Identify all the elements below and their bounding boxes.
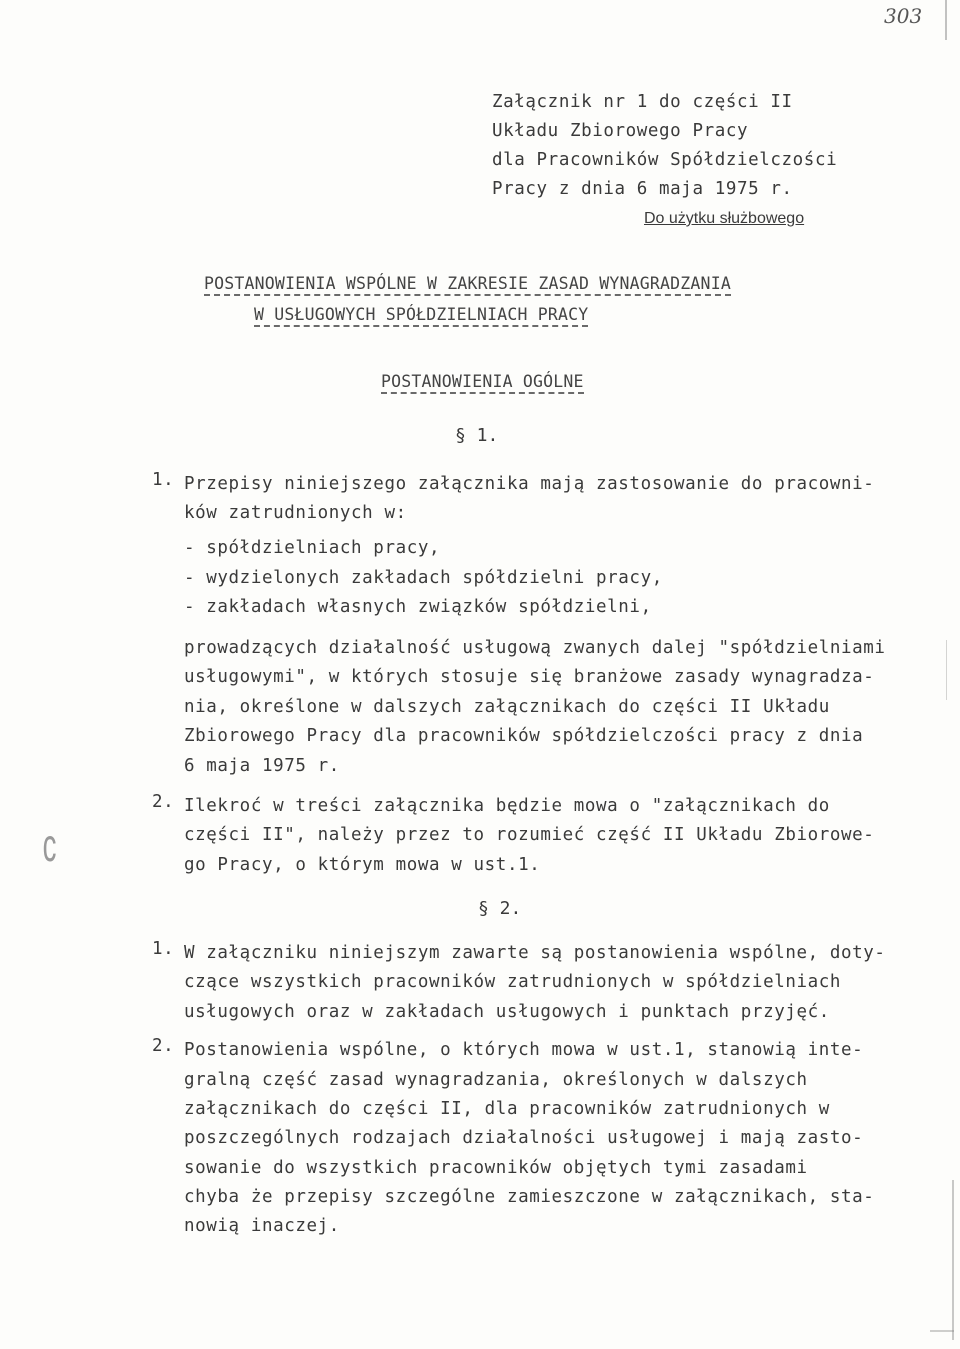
scan-edge-mark xyxy=(930,1330,954,1332)
scan-edge-mark xyxy=(946,640,947,700)
paragraph-number: 1. xyxy=(152,470,175,490)
paragraph-line: nia, określone w dalszych załącznikach do części II Układu xyxy=(184,697,830,717)
paragraph-line: usługowymi", w których stosuje się branżowe zasady wynagradza- xyxy=(184,667,875,687)
scan-edge-mark xyxy=(952,1180,954,1340)
annex-header-line: Załącznik nr 1 do części II xyxy=(492,92,793,112)
paragraph-line: chyba że przepisy szczególne zamieszczone w załącznikach, sta- xyxy=(184,1187,875,1207)
paragraph-line: czące wszystkich pracowników zatrudnionych w spółdzielniach xyxy=(184,972,842,992)
paragraph-line: Ilekroć w treści załącznika będzie mowa o "załącznikach do xyxy=(184,796,830,816)
annex-header-line: dla Pracowników Spółdzielczości xyxy=(492,150,838,170)
paragraph-line: prowadzących działalność usługową zwanych dalej "spółdzielniami xyxy=(184,638,886,658)
page-number: 303 xyxy=(884,4,923,28)
paragraph-line: gralną część zasad wynagradzania, określonych w dalszych xyxy=(184,1070,808,1090)
section-2-mark: § 2. xyxy=(478,898,522,919)
paragraph-number: 2. xyxy=(152,1036,175,1056)
title-line-1: POSTANOWIENIA WSPÓLNE W ZAKRESIE ZASAD WYNAGRADZANIA xyxy=(204,274,731,296)
list-item: - wydzielonych zakładach spółdzielni pracy, xyxy=(184,568,663,588)
paragraph-number: 1. xyxy=(152,939,175,959)
paragraph-line: sowanie do wszystkich pracowników objętych tymi zasadami xyxy=(184,1158,808,1178)
paragraph-line: W załączniku niniejszym zawarte są postanowienia wspólne, doty- xyxy=(184,943,886,963)
annex-header-line: Pracy z dnia 6 maja 1975 r. xyxy=(492,179,793,199)
list-item: - spółdzielniach pracy, xyxy=(184,538,441,558)
paragraph-line: Zbiorowego Pracy dla pracowników spółdzielczości pracy z dnia xyxy=(184,726,864,746)
list-item: - zakładach własnych związków spółdzielni, xyxy=(184,597,652,617)
paragraph-line: usługowych oraz w zakładach usługowych i punktach przyjęć. xyxy=(184,1002,830,1022)
paragraph-line: Przepisy niniejszego załącznika mają zastosowanie do pracowni- xyxy=(184,474,875,494)
service-stamp: Do użytku służbowego xyxy=(644,210,805,227)
scan-edge-mark xyxy=(945,0,947,40)
paragraph-line: poszczególnych rodzajach działalności usługowej i mają zasto- xyxy=(184,1128,864,1148)
paragraph-line: ków zatrudnionych w: xyxy=(184,503,407,523)
paragraph-line: części II", należy przez to rozumieć część II Układu Zbiorowe- xyxy=(184,825,875,845)
section-1-mark: § 1. xyxy=(455,425,499,446)
paragraph-line: go Pracy, o którym mowa w ust.1. xyxy=(184,855,541,875)
annex-header-line: Układu Zbiorowego Pracy xyxy=(492,121,749,141)
paragraph-number: 2. xyxy=(152,792,175,812)
title-line-2: W USŁUGOWYCH SPÓŁDZIELNIACH PRACY xyxy=(254,305,588,327)
paragraph-line: załącznikach do części II, dla pracowników zatrudnionych w xyxy=(184,1099,830,1119)
paragraph-line: Postanowienia wspólne, o których mowa w ust.1, stanowią inte- xyxy=(184,1040,864,1060)
subtitle: POSTANOWIENIA OGÓLNE xyxy=(381,372,584,394)
scan-mark: c xyxy=(42,819,57,871)
paragraph-line: nowią inaczej. xyxy=(184,1216,340,1236)
paragraph-line: 6 maja 1975 r. xyxy=(184,756,340,776)
